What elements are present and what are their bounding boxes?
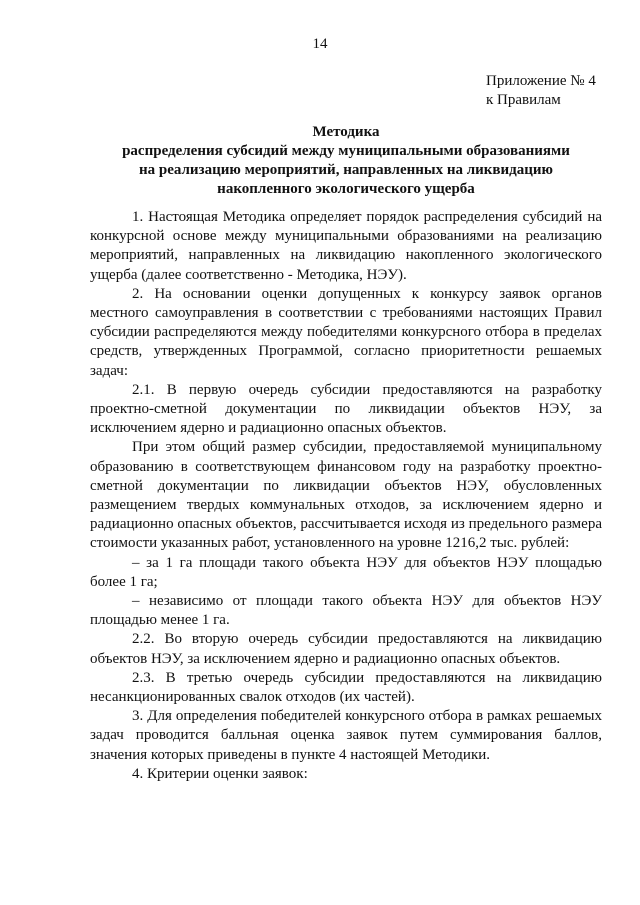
- appendix-rules-ref: к Правилам: [486, 92, 561, 108]
- document-body: [90, 208, 602, 784]
- title-line-3: на реализацию мероприятий, направленных на ликвидацию: [138, 162, 554, 178]
- list-item-over-1ha: – за 1 га площади такого объекта НЭУ для объектов НЭУ площадью более 1 га;: [90, 554, 602, 590]
- page-number: 14: [312, 36, 328, 52]
- document-title: [90, 123, 602, 199]
- paragraph-2-2: 2.2. Во вторую очередь субсидии предоставляются на ликвидацию объектов НЭУ, за исключением ядерно и радиационно опасных объектов.: [90, 631, 602, 667]
- paragraph-1: 1. Настоящая Методика определяет порядок распределения субсидий на конкурсной основе между муниципальными образованиями на реализацию мероприятий, направленных на ликвидацию накопленного экологического ущерба (далее соответственно - Методика, НЭУ).: [90, 209, 602, 283]
- paragraph-subsidy-size: При этом общий размер субсидии, предоставляемой муниципальному образованию в соответствующем финансовом году на разработку проектно-сметной документации по ликвидации объектов НЭУ, обусловленных размещением твердых коммунальных отходов, за исключением ядерно и радиационно опасных объектов, рассчитывается исходя из предельного размера стоимости указанных работ, установленного на уровне 1216,2 тыс. рублей:: [90, 439, 602, 552]
- title-line-4: накопленного экологического ущерба: [217, 181, 475, 197]
- paragraph-2-3: 2.3. В третью очередь субсидии предоставляются на ликвидацию несанкционированных свалок отходов (их частей).: [90, 669, 602, 706]
- paragraph-2-1: 2.1. В первую очередь субсидии предоставляются на разработку проектно-сметной документации по ликвидации объектов НЭУ, за исключением ядерно и радиационно опасных объектов.: [90, 381, 602, 437]
- title-line-2: распределения субсидий между муниципальными образованиями: [122, 143, 570, 159]
- appendix-number: Приложение № 4: [486, 73, 596, 89]
- paragraph-2: 2. На основании оценки допущенных к конкурсу заявок органов местного самоуправления в соответствии с требованиями настоящих Правил субсидии распределяются между победителями конкурсного отбора в пределах средств, утвержденных Программой, согласно приоритетности решаемых задач:: [90, 285, 602, 379]
- paragraph-3: 3. Для определения победителей конкурсного отбора в рамках решаемых задач проводится балльная оценка заявок путем суммирования баллов, значения которых приведены в пункте 4 настоящей Методики.: [90, 708, 602, 763]
- appendix-reference: [486, 72, 596, 110]
- list-item-under-1ha: – независимо от площади такого объекта НЭУ для объектов НЭУ площадью менее 1 га.: [90, 593, 602, 629]
- paragraph-4: 4. Критерии оценки заявок:: [132, 765, 308, 782]
- title-line-1: Методика: [312, 124, 380, 140]
